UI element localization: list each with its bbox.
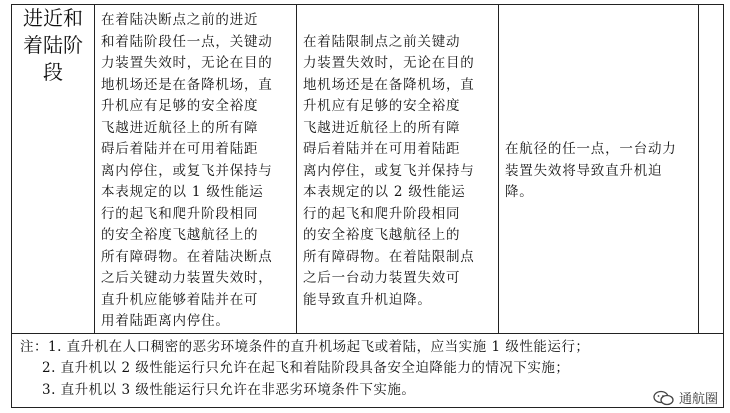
table-row (12, 5, 724, 334)
notes-cell (12, 333, 724, 408)
class3-cell (499, 5, 699, 334)
class1-cell (95, 5, 297, 334)
cell-text-line: 行的起飞和爬升阶段相同 (101, 205, 259, 222)
cell-text-line: 力装置失效时，无论在目的 (101, 55, 273, 71)
cell-text-line: 升机应有足够的安全裕度 (303, 98, 461, 114)
class2-text (303, 32, 492, 312)
class1-text (101, 10, 290, 333)
phase-label-line: 进近和 (23, 6, 83, 30)
cell-text-line: 在着陆限制点之前关键动 (303, 33, 461, 50)
cell-text-line: 的安全裕度飞越航径上的 (101, 227, 259, 243)
cell-text-line: 碍后着陆并在可用着陆距 (101, 141, 259, 157)
cell-text-line: 力装置失效时，无论在目的 (303, 55, 475, 71)
cell-text-line: 升机应有足够的安全裕度 (101, 98, 259, 114)
cell-text-line: 本表规定的以 1 级性能运 (101, 184, 264, 200)
cell-text-line: 降。 (505, 184, 534, 200)
cell-text-line: 在着陆决断点之前的进近 (101, 12, 259, 28)
note-item: 3. 直升机以 3 级性能运行只允许在非恶劣环境条件下实施。 (42, 381, 416, 398)
performance-table (11, 4, 724, 408)
cell-text-line: 本表规定的以 2 级性能运 (303, 184, 466, 200)
note-item: 1. 直升机在人口稠密的恶劣环境条件的直升机场起飞或着陆，应当实施 1 级性能运行； (48, 338, 590, 355)
cell-text-line: 用着陆距离内停住。 (101, 313, 230, 329)
cell-text-line: 行的起飞和爬升阶段相同 (303, 205, 461, 222)
cell-text-line: 碍后着陆并在可用着陆距 (303, 141, 461, 157)
watermark (653, 388, 718, 407)
cell-text-line: 装置失效将导致直升机迫 (505, 162, 663, 179)
class2-cell (297, 5, 499, 334)
cell-text-line: 地机场还是在备降机场，直 (303, 76, 475, 93)
note-line (20, 337, 715, 359)
cell-text-line: 在航径的任一点，一台动力 (505, 141, 677, 157)
empty-cell (699, 5, 724, 334)
cell-text-line: 飞越进近航径上的所有障 (303, 119, 461, 136)
class3-text (505, 139, 692, 204)
cell-text-line: 的安全裕度飞越航径上的 (303, 227, 461, 243)
cell-text-line: 直升机应能够着陆并在可 (101, 291, 259, 308)
phase-label-line: 段 (43, 60, 63, 84)
cell-text-line: 和着陆阶段任一点，关键动 (101, 33, 273, 50)
phase-label-line: 着陆阶 (23, 33, 83, 57)
cell-text-line: 所有障碍物。在着陆决断点 (101, 248, 273, 265)
phase-cell (12, 5, 95, 334)
cell-text-line: 地机场还是在备降机场，直 (101, 76, 273, 93)
cell-text-line: 能导致直升机迫降。 (303, 291, 432, 308)
notes-label: 注： (20, 338, 48, 355)
cell-text-line: 之后一台动力装置失效可 (303, 270, 461, 286)
cell-text-line: 之后关键动力装置失效时， (101, 270, 273, 286)
watermark-text: 通航圈 (678, 392, 718, 407)
note-item: 2. 直升机以 2 级性能运行只允许在起飞和着陆阶段具备安全迫降能力的情况下实施； (42, 360, 570, 376)
notes-row (12, 333, 724, 408)
cell-text-line: 飞越进近航径上的所有障 (101, 119, 259, 136)
cell-text-line: 离内停住，或复飞并保持与 (303, 162, 475, 179)
cell-text-line: 离内停住，或复飞并保持与 (101, 162, 273, 179)
cell-text-line: 所有障碍物。在着陆限制点 (303, 248, 475, 265)
wechat-icon (653, 390, 675, 406)
